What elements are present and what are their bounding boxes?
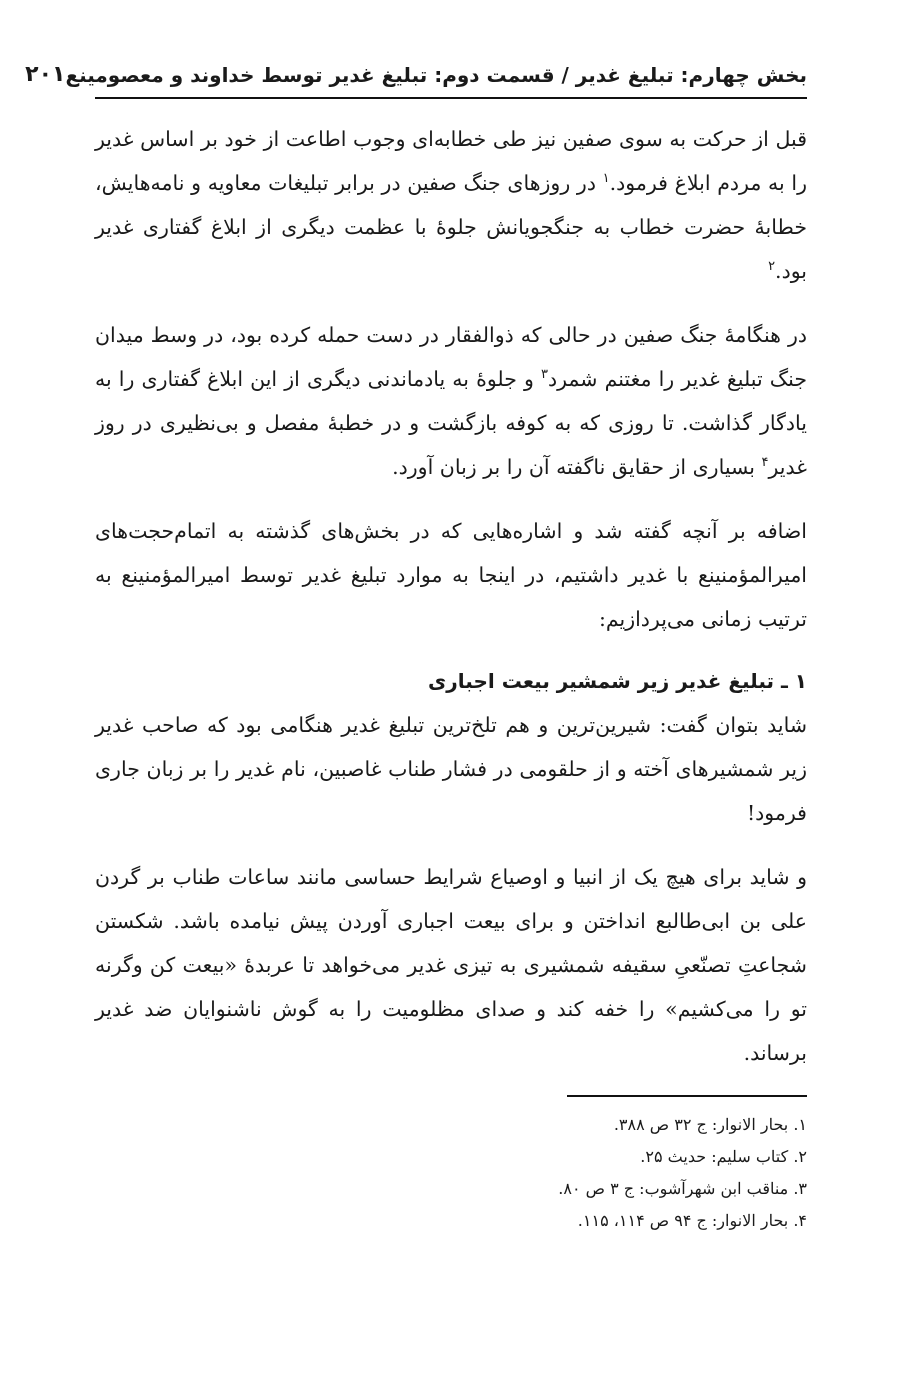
- page-number: ۲۰۱: [25, 62, 66, 87]
- paragraph: [95, 509, 807, 641]
- paragraph-text: شاید بتوان گفت: شیرین‌ترین و هم تلخ‌ترین تبلیغ غدیر هنگامی بود که صاحب غدیر زیر شمشیرهای آخته و از حلقومی در فشار طناب غاصبین، نام غدیر را بر زبان جاری فرمود!: [95, 713, 807, 825]
- paragraph: [95, 855, 807, 1075]
- footnote-divider: [567, 1095, 807, 1097]
- footnote-item: ۴. بحار الانوار: ج ۹۴ ص ۱۱۴، ۱۱۵.: [577, 1211, 807, 1230]
- paragraph-text: در روزهای جنگ صفین در برابر تبلیغات معاویه و نامه‌هایش، خطابهٔ حضرت خطاب به جنگجویانش جلوهٔ با عظمت دیگری از ابلاغ گفتاری غدیر بود.: [95, 171, 807, 283]
- footnotes: [95, 1109, 807, 1237]
- footnote-marker[interactable]: ۱: [602, 171, 610, 187]
- footnote-item: ۱. بحار الانوار: ج ۳۲ ص ۳۸۸.: [613, 1115, 807, 1134]
- paragraph-text: در هنگامهٔ جنگ صفین در حالی که ذوالفقار در دست حمله کرده بود، در وسط میدان جنگ تبلیغ غدیر را مغتنم شمرد: [95, 323, 807, 391]
- section-paragraphs: [95, 703, 807, 1075]
- footnote-item: ۳. مناقب ابن شهرآشوب: ج ۳ ص ۸۰.: [558, 1179, 807, 1198]
- section-heading: ۱ ـ تبلیغ غدیر زیر شمشیر بیعت اجباری: [427, 669, 807, 693]
- footnote-marker[interactable]: ۴: [761, 455, 769, 471]
- header-title: بخش چهارم: تبلیغ غدیر / قسمت دوم: تبلیغ غدیر توسط خداوند و معصومینع: [65, 63, 807, 87]
- paragraph-text: و جلوهٔ به یادماندنی دیگری از این ابلاغ گفتاری را به یادگار گذاشت. تا روزی که به کوفه بازگشت و در خطبهٔ مفصل و بی‌نظیری در روز غدیر: [95, 367, 807, 479]
- footnote-marker[interactable]: ۳: [541, 367, 548, 383]
- paragraph-text: بسیاری از حقایق ناگفته آن را بر زبان آورد.: [392, 455, 762, 479]
- paragraph: [95, 117, 807, 293]
- footnote-marker[interactable]: ۲: [768, 259, 776, 275]
- paragraph-text: و شاید برای هیچ یک از انبیا و اوصیاع شرایط حساسی مانند ساعات طناب بر گردن علی بن ابی‌طالبع انداختن و برای بیعت اجباری آوردن پیش نیامده باشد. شکستن شجاعتِ تصنّعیِ سقیفه شمشیری به تیزی غدیر می‌خواهد تا عربدهٔ «بیعت کن وگرنه تو را می‌کشیم» را خفه کند و صدای مظلومیت را به گوش ناشنوایان ضد غدیر برساند.: [95, 865, 807, 1065]
- paragraph: [95, 703, 807, 835]
- running-header: [25, 62, 807, 99]
- book-page: [25, 62, 807, 1237]
- footnote-item: ۲. کتاب سلیم: حدیث ۲۵.: [640, 1147, 807, 1166]
- paragraph: [95, 313, 807, 489]
- intro-paragraphs: [95, 117, 807, 641]
- paragraph-text: اضافه بر آنچه گفته شد و اشاره‌هایی که در بخش‌های گذشته به اتمام‌حجت‌های امیرالمؤمنینع با غدیر داشتیم، در اینجا به موارد تبلیغ غدیر توسط امیرالمؤمنینع به ترتیب زمانی می‌پردازیم:: [95, 519, 807, 631]
- page-body: [95, 117, 807, 1075]
- paragraph-text: قبل از حرکت به سوی صفین نیز طی خطابه‌ای وجوب اطاعت از خود بر اساس غدیر را به مردم ابلاغ فرمود.: [95, 127, 807, 195]
